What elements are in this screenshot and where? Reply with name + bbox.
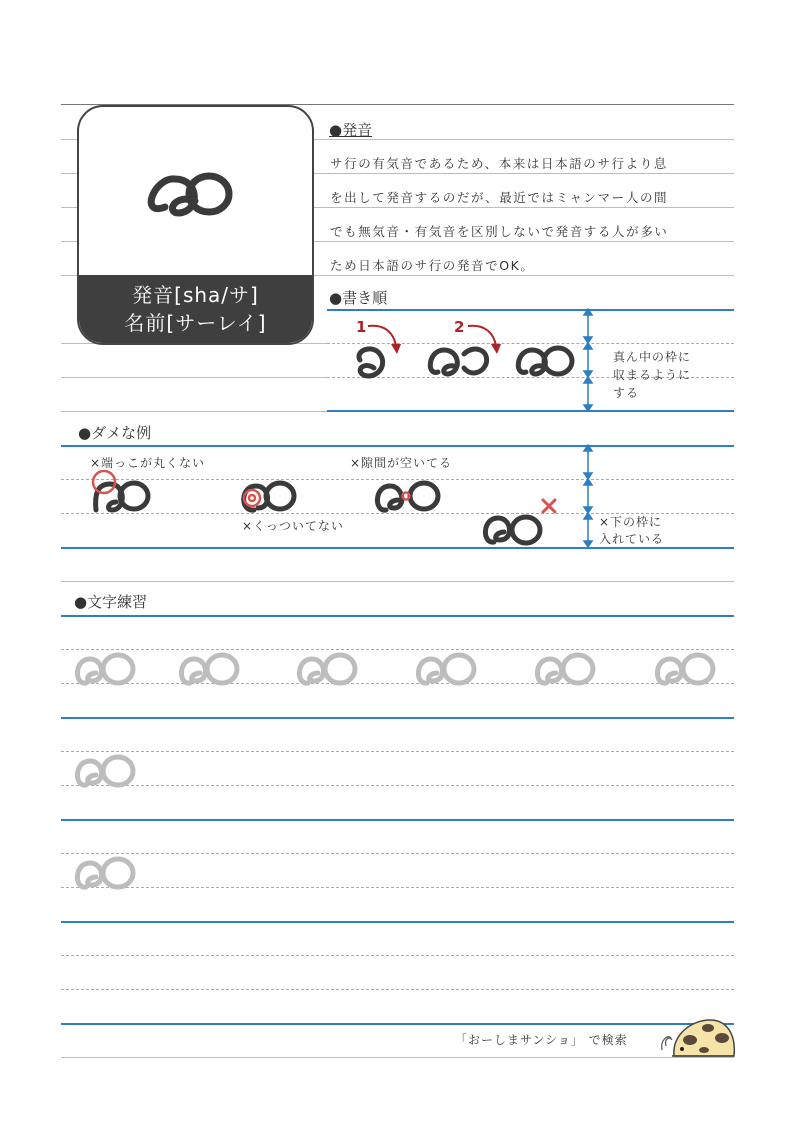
letter-name-label: 名前[サーレイ] <box>124 311 267 335</box>
guide-bottom <box>327 410 734 412</box>
guide-mid <box>61 853 734 854</box>
practice-heading: ●文字練習 <box>74 593 148 611</box>
guide-bottom <box>61 819 734 821</box>
salamander-mascot-icon <box>662 1016 738 1062</box>
guide-bottom <box>61 1023 734 1025</box>
bad-example-4-line-2: 入れている <box>599 532 665 546</box>
practice-trace-row-1 <box>70 645 730 690</box>
bad-example-1-label: ×端っこが丸くない <box>90 456 206 470</box>
pronunciation-line-2: を出して発音するのだが、最近ではミャンマー人の間 <box>330 190 669 205</box>
stroke-order-heading: ●書き順 <box>329 289 388 307</box>
rule <box>61 1057 734 1058</box>
height-guide-arrows <box>578 309 598 411</box>
bad-examples-diagram <box>80 460 600 550</box>
bad-example-2-label: ×くっついてない <box>242 519 344 533</box>
stroke-note-line-1: 真ん中の枠に <box>613 350 692 364</box>
pronunciation-line-1: サ行の有気音であるため、本来は日本語のサ行より息 <box>330 156 668 171</box>
character-card <box>77 105 314 345</box>
stroke-note-line-2: 収まるように <box>613 368 692 382</box>
guide-mid <box>61 751 734 752</box>
rule <box>61 411 327 412</box>
guide-top <box>61 445 734 447</box>
guide-bottom <box>61 921 734 923</box>
practice-trace-row-3 <box>70 849 150 894</box>
rule <box>61 377 327 378</box>
guide-mid <box>61 989 734 990</box>
search-hint: 「おーしまサンショ」 で検索 <box>455 1033 628 1047</box>
pronunciation-heading: ●発音 <box>329 121 373 139</box>
pronunciation-label: 発音[sha/サ] <box>132 283 259 307</box>
practice-trace-row-2 <box>70 747 150 792</box>
pronunciation-line-4: ため日本語のサ行の発音でOK。 <box>330 258 535 273</box>
pronunciation-line-3: でも無気音・有気音を区別しないで発音する人が多い <box>330 224 669 239</box>
bad-height-arrows <box>578 445 598 547</box>
stroke-order-diagram <box>340 310 600 410</box>
guide-mid <box>61 955 734 956</box>
guide-mid <box>61 887 734 888</box>
guide-mid <box>61 785 734 786</box>
stroke-step-1-number: 1 <box>356 318 367 336</box>
rule <box>61 581 734 582</box>
bad-example-3-label: ×隙間が空いてる <box>350 456 453 470</box>
stroke-note-line-3: する <box>613 386 640 400</box>
stroke-step-2-number: 2 <box>454 318 465 336</box>
name-panel <box>79 275 312 345</box>
big-letter <box>79 107 312 275</box>
bad-examples-heading: ●ダメな例 <box>78 424 152 442</box>
bad-example-4-line-1: ×下の枠に <box>599 515 663 529</box>
guide-bottom <box>61 717 734 719</box>
guide-top <box>61 615 734 617</box>
